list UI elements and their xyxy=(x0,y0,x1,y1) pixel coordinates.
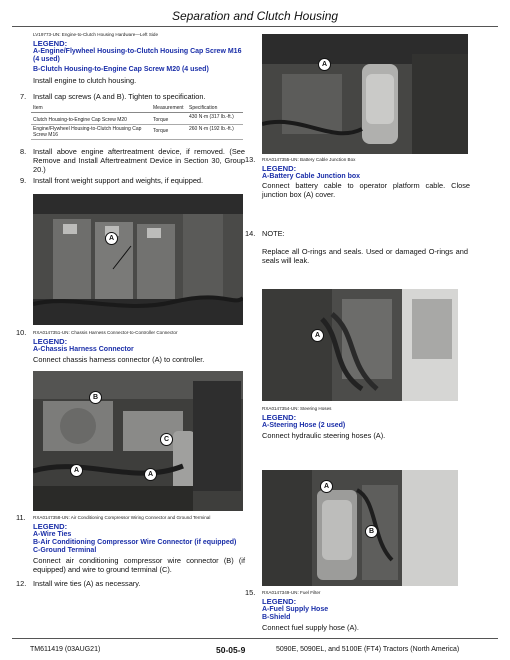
photo-illustration xyxy=(262,289,458,401)
photo-illustration xyxy=(262,34,468,154)
photo-illustration xyxy=(262,470,458,586)
table-cell: Engine/Flywheel Housing-to-Clutch Housing Cap Screw M16 xyxy=(33,126,142,138)
step-number: 11. xyxy=(16,513,26,522)
callout-marker: A xyxy=(70,464,83,477)
body-text: Connect hydraulic steering hoses (A). xyxy=(262,431,386,440)
legend-item: A-Fuel Supply Hose xyxy=(262,606,329,613)
photo-ac-compressor-connector xyxy=(33,371,243,511)
table-cell: Torque xyxy=(153,117,169,123)
note-text: Replace all O-rings and seals. Used or damaged O-rings and seals will leak. xyxy=(262,247,468,265)
legend-item: B-Air Conditioning Compressor Wire Connector (if equipped) xyxy=(33,539,237,546)
callout-marker: B xyxy=(365,525,378,538)
header-rule xyxy=(12,26,498,27)
legend-title: LEGEND: xyxy=(33,337,68,346)
figure-caption: LV19773-UN: Engine-to-Clutch Housing Hardware—Left Side xyxy=(33,32,159,37)
table-cell: Clutch Housing-to-Engine Cap Screw M20 xyxy=(33,117,127,123)
legend-title: LEGEND: xyxy=(262,413,297,422)
footer-rule xyxy=(12,638,498,639)
step-number: 7. xyxy=(20,92,27,101)
legend-item: A-Engine/Flywheel Housing-to-Clutch Housing Cap Screw M16 (4 used) xyxy=(33,48,242,63)
table-row xyxy=(31,125,243,140)
step-text: Install cap screws (A and B). Tighten to specification. xyxy=(33,92,206,101)
callout-marker: C xyxy=(160,433,173,446)
callout-marker: B xyxy=(89,391,102,404)
table-cell: 260 N·m (192 lb.-ft.) xyxy=(189,126,234,132)
legend-item: A-Wire Ties xyxy=(33,531,72,538)
step-number: 10. xyxy=(16,328,27,337)
photo-chassis-harness-connector xyxy=(33,194,243,325)
photo-illustration xyxy=(33,194,243,325)
figure-caption: RXA0147354-UN: Steering Hoses xyxy=(262,406,332,411)
legend-title: LEGEND: xyxy=(33,522,68,531)
callout-marker: A xyxy=(311,329,324,342)
legend-title: LEGEND: xyxy=(262,164,297,173)
body-text: Install engine to clutch housing. xyxy=(33,76,137,85)
footer-page-number: 50-05-9 xyxy=(216,645,246,655)
legend-item: B-Clutch Housing-to-Engine Cap Screw M20 (4 used) xyxy=(33,66,209,73)
table-row xyxy=(31,113,243,125)
callout-marker: A xyxy=(144,468,157,481)
table-cell: Torque xyxy=(153,128,169,134)
table-cell: 430 N·m (317 lb.-ft.) xyxy=(189,114,234,120)
legend-title: LEGEND: xyxy=(33,39,68,48)
step-text: Install wire ties (A) as necessary. xyxy=(33,579,141,588)
body-text: Connect chassis harness connector (A) to controller. xyxy=(33,355,205,364)
footer-doc-id: TM611419 (03AUG21) xyxy=(30,646,101,653)
step-text: Install front weight support and weights, if equipped. xyxy=(33,176,204,185)
table-header: Measurement xyxy=(151,104,187,113)
step-number: 8. xyxy=(20,147,27,156)
figure-caption: RXA0147349-UN: Fuel Filter xyxy=(262,590,321,595)
table-header: Item xyxy=(31,104,151,113)
step-number: 15. xyxy=(245,588,256,597)
step-number: 9. xyxy=(20,176,27,185)
callout-marker: A xyxy=(105,232,118,245)
figure-caption: RXA0147355-UN: Battery Cable Junction Box xyxy=(262,157,356,162)
legend-item: A-Battery Cable Junction box xyxy=(262,173,361,180)
callout-marker: A xyxy=(320,480,333,493)
photo-illustration xyxy=(33,371,243,511)
note-label: NOTE: xyxy=(262,229,285,238)
legend-title: LEGEND: xyxy=(262,597,297,606)
legend-item: A-Chassis Harness Connector xyxy=(33,346,134,353)
legend-item: C-Ground Terminal xyxy=(33,547,97,554)
step-number: 14. xyxy=(245,229,256,238)
step-number: 13. xyxy=(245,155,256,164)
step-text: Install above engine aftertreatment device, if removed. (See Remove and Install Aftertreatment Device in Section 30, Group 20.) xyxy=(33,147,245,174)
page-title: Separation and Clutch Housing xyxy=(171,9,339,23)
body-text: Connect battery cable to operator platform cable. Close junction box (A) cover. xyxy=(262,181,470,199)
body-text: Connect air conditioning compressor wire connector (B) (if equipped) and wire to ground terminal (C). xyxy=(33,556,245,574)
figure-caption: RXA0147358-UN: Air Conditioning Compressor Wiring Connector and Ground Terminal xyxy=(33,515,211,520)
photo-fuel-filter xyxy=(262,470,458,586)
footer-manual-title: 5090E, 5090EL, and 5100E (FT4) Tractors (North America) xyxy=(276,646,460,653)
spec-table xyxy=(31,104,243,140)
callout-marker: A xyxy=(318,58,331,71)
body-text: Connect fuel supply hose (A). xyxy=(262,623,359,632)
step-number: 12. xyxy=(16,579,27,588)
photo-steering-hoses xyxy=(262,289,458,401)
figure-caption: RXA0147351-UN: Chassis Harness Connector-to-Controller Connector xyxy=(33,330,178,335)
table-header: Specification xyxy=(187,104,243,113)
photo-battery-junction-box xyxy=(262,34,468,154)
legend-item: B-Shield xyxy=(262,614,291,621)
legend-item: A-Steering Hose (2 used) xyxy=(262,422,346,429)
